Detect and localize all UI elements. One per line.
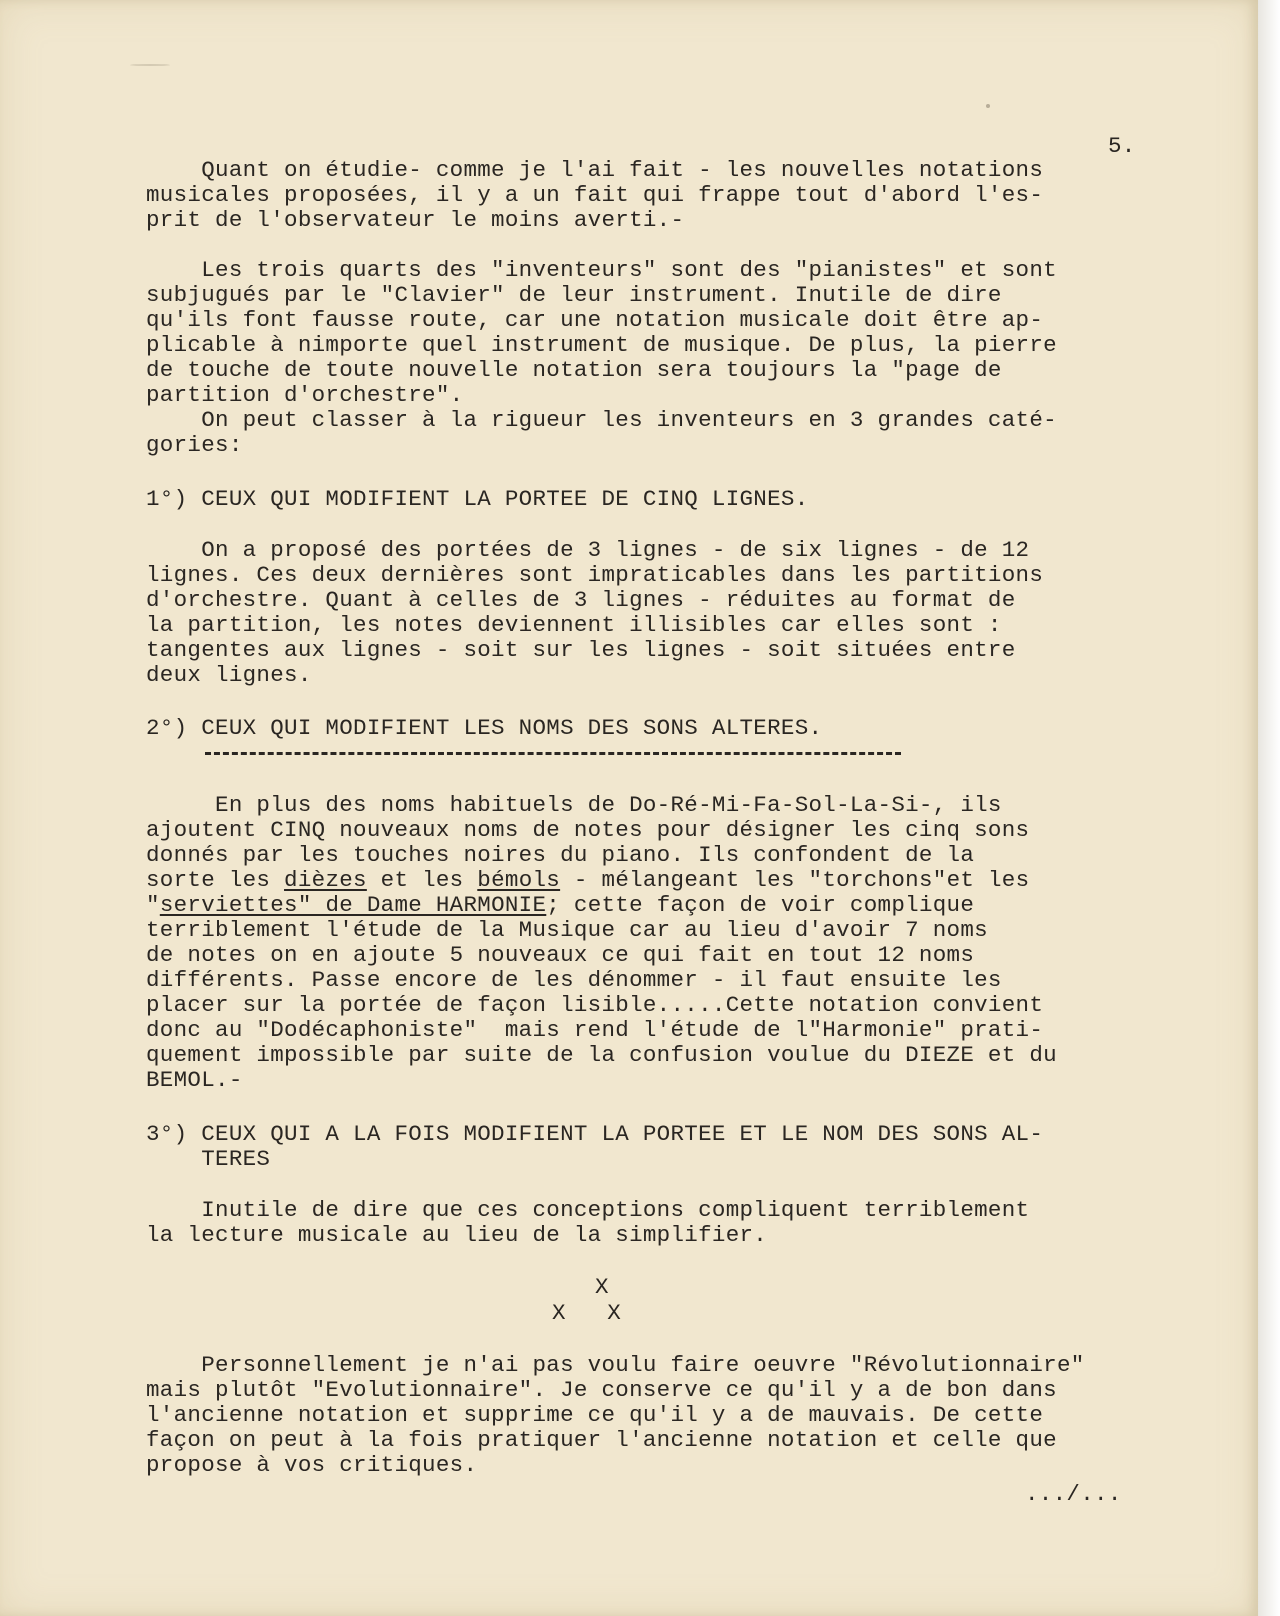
paragraph-4-line-5 bbox=[146, 893, 974, 918]
paragraph-2-line-7: On peut classer à la rigueur les inventeurs en 3 grandes caté- bbox=[146, 407, 1057, 433]
paragraph-1-line-3: prit de l'observateur le moins averti.- bbox=[146, 207, 685, 233]
paragraph-5-line-1: Inutile de dire que ces conceptions compliquent terriblement bbox=[146, 1197, 1030, 1223]
section-heading-1: 1°) CEUX QUI MODIFIENT LA PORTEE DE CINQ LIGNES. bbox=[146, 486, 809, 512]
paragraph-3-line-6: deux lignes. bbox=[146, 662, 312, 688]
paragraph-3-line-3: d'orchestre. Quant à celles de 3 lignes - réduites au format de bbox=[146, 587, 1016, 613]
paragraph-4-line-9: placer sur la portée de façon lisible.....Cette notation convient bbox=[146, 992, 1044, 1018]
text-run: sorte les bbox=[146, 867, 285, 893]
page-number: 5. bbox=[1108, 133, 1136, 159]
paragraph-4-line-2: ajoutent CINQ nouveaux noms de notes pour désigner les cinq sons bbox=[146, 817, 1030, 843]
section-heading-2: 2°) CEUX QUI MODIFIENT LES NOMS DES SONS ALTERES. bbox=[146, 715, 823, 741]
paragraph-1-line-1: Quant on étudie- comme je l'ai fait - les nouvelles notations bbox=[146, 157, 1044, 183]
paragraph-4-line-4 bbox=[146, 868, 1029, 893]
paragraph-2-line-2: subjugués par le "Clavier" de leur instrument. Inutile de dire bbox=[146, 282, 1002, 308]
paragraph-2-line-6: partition d'orchestre". bbox=[146, 382, 464, 408]
section-heading-3-line-1: 3°) CEUX QUI A LA FOIS MODIFIENT LA PORTEE ET LE NOM DES SONS AL- bbox=[146, 1121, 1044, 1147]
paragraph-3-line-4: la partition, les notes deviennent illisibles car elles sont : bbox=[146, 612, 1002, 638]
text-run: - mélangeant les "torchons"et les bbox=[560, 867, 1030, 893]
paragraph-5-line-2: la lecture musicale au lieu de la simplifier. bbox=[146, 1222, 768, 1248]
paragraph-6-line-2: mais plutôt "Evolutionnaire". Je conserve ce qu'il y a de bon dans bbox=[146, 1377, 1057, 1403]
paragraph-6-line-1: Personnellement je n'ai pas voulu faire oeuvre "Révolutionnaire" bbox=[146, 1352, 1085, 1378]
separator-mark-bottom: X X bbox=[552, 1300, 622, 1326]
heading-underline-dashes bbox=[205, 752, 901, 755]
paragraph-4-line-12: BEMOL.- bbox=[146, 1067, 243, 1093]
underlined-phrase-serviettes: serviettes" de Dame HARMONIE bbox=[159, 892, 547, 918]
continuation-mark: .../... bbox=[1025, 1481, 1122, 1507]
paragraph-4-line-10: donc au "Dodécaphoniste" mais rend l'étude de l"Harmonie" prati- bbox=[146, 1017, 1044, 1043]
paragraph-2-line-5: de touche de toute nouvelle notation sera toujours la "page de bbox=[146, 357, 1002, 383]
underlined-word-bemols: bémols bbox=[477, 867, 561, 893]
paragraph-4-line-3: donnés par les touches noires du piano. Ils confondent de la bbox=[146, 842, 975, 868]
paper-speck bbox=[986, 104, 990, 108]
separator-mark-top: X bbox=[595, 1274, 609, 1300]
paragraph-3-line-5: tangentes aux lignes - soit sur les lignes - soit situées entre bbox=[146, 637, 1016, 663]
paragraph-6-line-5: propose à vos critiques. bbox=[146, 1452, 478, 1478]
paragraph-2-line-8: gories: bbox=[146, 432, 243, 458]
paragraph-2-line-1: Les trois quarts des "inventeurs" sont des "pianistes" et sont bbox=[146, 257, 1057, 283]
paragraph-4-line-6: terriblement l'étude de la Musique car au lieu d'avoir 7 noms bbox=[146, 917, 988, 943]
paragraph-4-line-11: quement impossible par suite de la confusion voulue du DIEZE et du bbox=[146, 1042, 1057, 1068]
section-heading-3-line-2: TERES bbox=[146, 1146, 271, 1172]
text-run: " bbox=[146, 892, 160, 918]
paragraph-3-line-2: lignes. Ces deux dernières sont impraticables dans les partitions bbox=[146, 562, 1044, 588]
paragraph-6-line-3: l'ancienne notation et supprime ce qu'il y a de mauvais. De cette bbox=[146, 1402, 1044, 1428]
paragraph-2-line-3: qu'ils font fausse route, car une notation musicale doit être ap- bbox=[146, 307, 1044, 333]
paragraph-4-line-8: différents. Passe encore de les dénommer - il faut ensuite les bbox=[146, 967, 1002, 993]
scan-margin bbox=[1258, 0, 1280, 1616]
text-run: et les bbox=[366, 867, 478, 893]
text-run: ; cette façon de voir complique bbox=[546, 892, 975, 918]
paragraph-6-line-4: façon on peut à la fois pratiquer l'ancienne notation et celle que bbox=[146, 1427, 1057, 1453]
paragraph-4-line-1: En plus des noms habituels de Do-Ré-Mi-Fa-Sol-La-Si-, ils bbox=[146, 792, 1002, 818]
paper-speck bbox=[130, 64, 170, 66]
underlined-word-diezes: dièzes bbox=[284, 867, 367, 893]
paragraph-2-line-4: plicable à nimporte quel instrument de musique. De plus, la pierre bbox=[146, 332, 1057, 358]
paragraph-1-line-2: musicales proposées, il y a un fait qui frappe tout d'abord l'es- bbox=[146, 182, 1044, 208]
paragraph-3-line-1: On a proposé des portées de 3 lignes - de six lignes - de 12 bbox=[146, 537, 1030, 563]
paragraph-4-line-7: de notes on en ajoute 5 nouveaux ce qui fait en tout 12 noms bbox=[146, 942, 975, 968]
